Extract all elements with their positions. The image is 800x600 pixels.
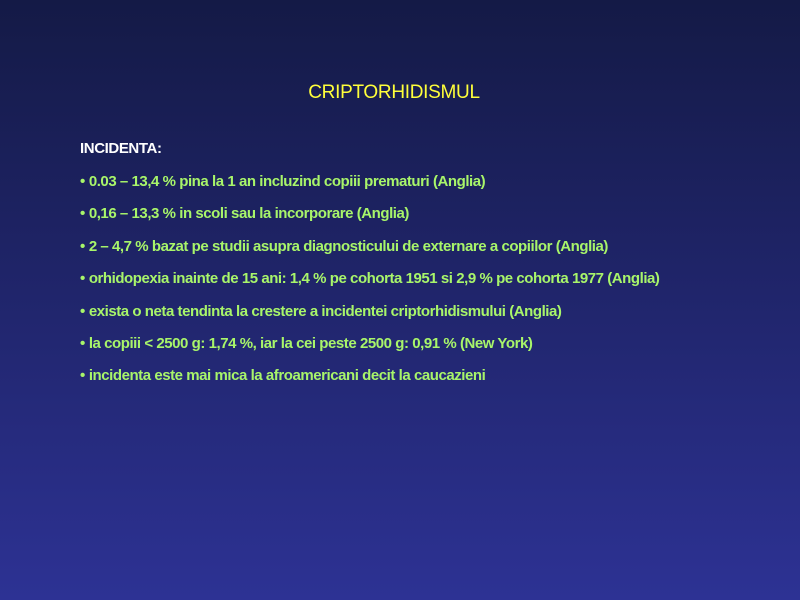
bullet-item [80,204,659,236]
bullet-item [80,237,659,269]
bullet-dot-icon: • [80,334,85,352]
slide-title: CRIPTORHIDISMUL [308,82,480,103]
bullet-dot-icon: • [80,302,85,320]
section-heading: INCIDENTA: [80,140,162,157]
bullet-dot-icon: • [80,237,85,255]
bullet-text: 2 – 4,7 % bazat pe studii asupra diagnosticului de externare a copiilor (Anglia) [88,237,608,255]
bullet-item [80,302,659,334]
bullet-dot-icon: • [80,270,85,288]
bullet-text: exista o neta tendinta la crestere a incidentei criptorhidismului (Anglia) [88,302,562,320]
bullet-item [80,366,659,398]
bullet-text: 0,16 – 13,3 % in scoli sau la incorporare (Anglia) [88,205,409,223]
bullet-dot-icon: • [80,367,85,385]
bullet-dot-icon: • [80,205,85,223]
bullet-text: incidenta este mai mica la afroamericani decit la caucazieni [88,367,486,385]
bullet-item [80,334,659,366]
bullet-item [80,269,659,301]
bullet-text: 0.03 – 13,4 % pina la 1 an incluzind copiii prematuri (Anglia) [88,173,486,190]
bullet-text: orhidopexia inainte de 15 ani: 1,4 % pe cohorta 1951 si 2,9 % pe cohorta 1977 (Anglia) [88,270,660,288]
bullet-text: la copiii < 2500 g: 1,74 %, iar la cei peste 2500 g: 0,91 % (New York) [88,334,533,352]
bullet-dot-icon: • [80,173,85,190]
bullet-list [80,172,659,399]
bullet-item [80,172,659,204]
